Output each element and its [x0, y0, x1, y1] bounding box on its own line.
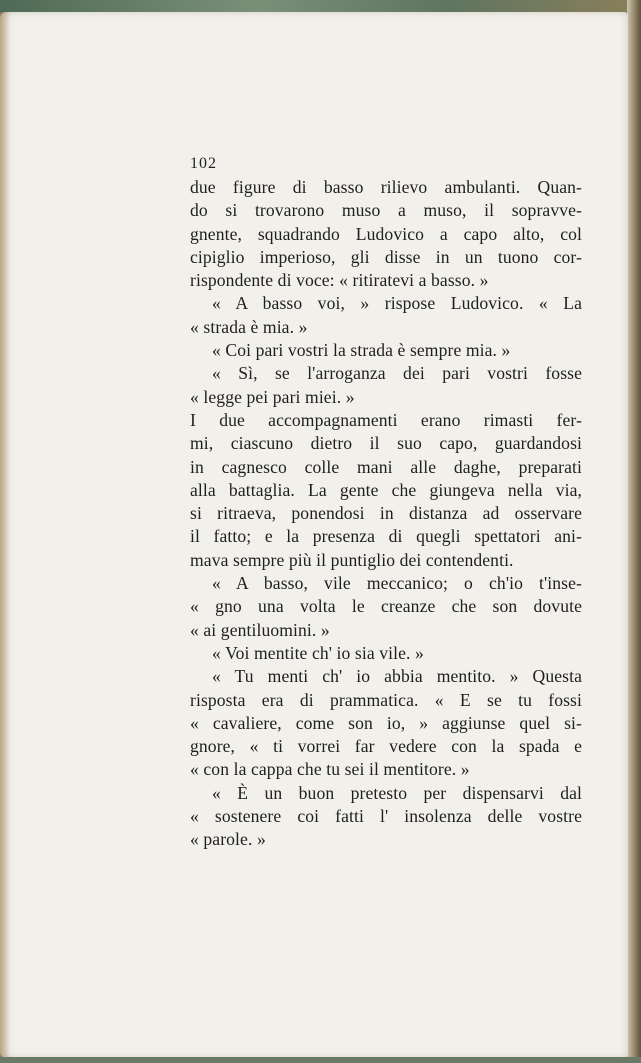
- text-line: « strada è mia. »: [190, 316, 308, 337]
- text-line: gnente, squadrando Ludovico a capo alto, col: [190, 223, 582, 244]
- text-line: alla battaglia. La gente che giungeva nella via,: [190, 479, 582, 500]
- text-line: « Tu menti ch' io abbia mentito. » Questa: [212, 666, 582, 687]
- text-line: « sostenere coi fatti l' insolenza delle vostre: [190, 806, 582, 827]
- book-cover-edge-bottom: [0, 1057, 641, 1063]
- text-line: il fatto; e la presenza di quegli spettatori ani-: [190, 526, 582, 547]
- text-lines: [190, 176, 582, 852]
- text-line: in cagnesco colle mani alle daghe, preparati: [190, 456, 582, 477]
- text-line: rispondente di voce: « ritiratevi a basso. »: [190, 270, 489, 291]
- text-line: mava sempre più il puntiglio dei contendenti.: [190, 549, 514, 570]
- text-line: « legge pei pari miei. »: [190, 386, 355, 407]
- text-line: « gno una volta le creanze che son dovute: [190, 596, 582, 617]
- text-line: « A basso, vile meccanico; o ch'io t'inse-: [212, 573, 582, 594]
- text-line: « Voi mentite ch' io sia vile. »: [212, 642, 424, 663]
- text-line: « parole. »: [190, 829, 266, 850]
- text-line: due figure di basso rilievo ambulanti. Quan-: [190, 177, 582, 197]
- text-line: mi, ciascuno dietro il suo capo, guardandosi: [190, 433, 582, 454]
- page-number: 102: [190, 155, 217, 172]
- text-line: si ritraeva, ponendosi in distanza ad osservare: [190, 503, 582, 524]
- text-line: cipiglio imperioso, gli disse in un tuono cor-: [190, 246, 582, 267]
- text-line: « cavaliere, come son io, » aggiunse quel si-: [190, 712, 582, 733]
- text-line: « ai gentiluomini. »: [190, 619, 330, 640]
- text-line: do si trovarono muso a muso, il sopravve-: [190, 200, 582, 221]
- book-spine-edge: [627, 0, 641, 1063]
- text-line: « Sì, se l'arroganza dei pari vostri fosse: [212, 363, 582, 384]
- text-line: risposta era di prammatica. « E se tu fossi: [190, 689, 582, 710]
- text-line: « È un buon pretesto per dispensarvi dal: [212, 782, 582, 803]
- text-line: « A basso voi, » rispose Ludovico. « La: [212, 293, 582, 314]
- text-line: I due accompagnamenti erano rimasti fer-: [190, 409, 582, 430]
- text-block: [190, 152, 582, 852]
- text-line: « Coi pari vostri la strada è sempre mia. »: [212, 340, 511, 361]
- text-line: « con la cappa che tu sei il mentitore. »: [190, 759, 470, 780]
- text-line: gnore, « ti vorrei far vedere con la spada e: [190, 736, 582, 757]
- page-edge-wear: [0, 12, 10, 1058]
